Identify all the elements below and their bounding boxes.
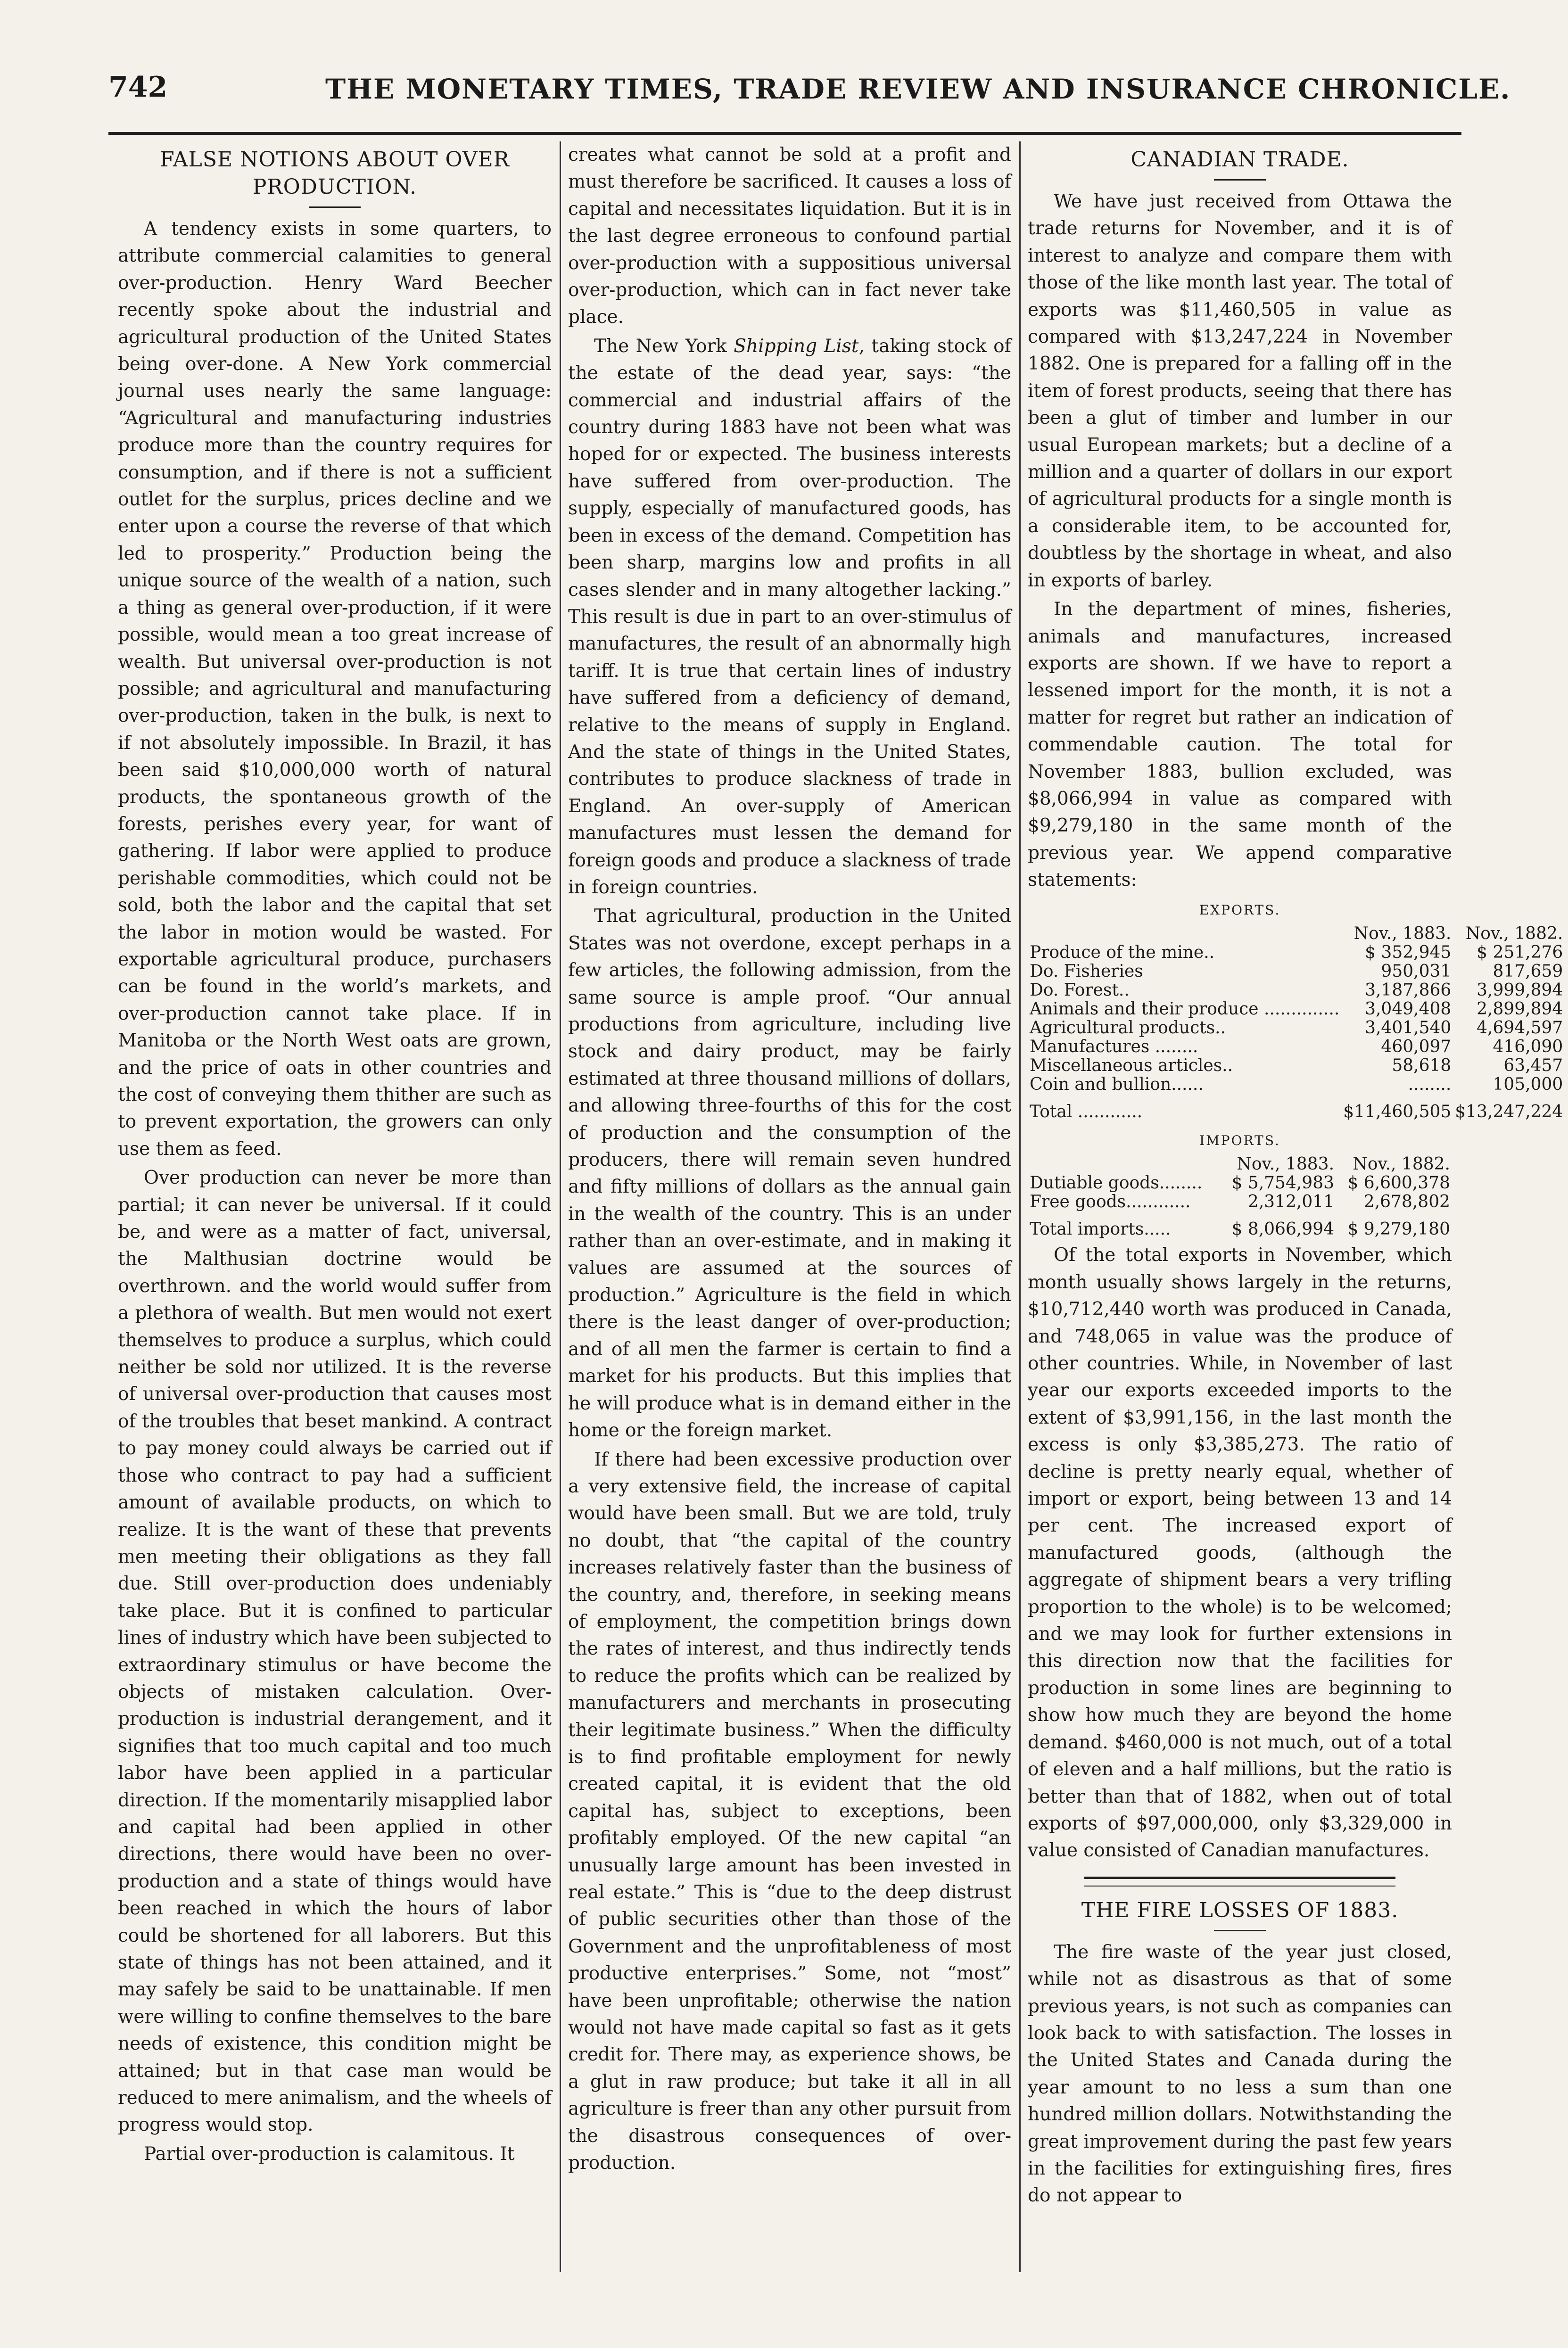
imports-table: [1028, 1155, 1452, 1242]
text-run: , taking stock of the estate of the dead year, says: “the commercial and industrial affairs of the country during 1883 have not been what was hoped for or expected. The business interests have suffered from over-production. The supply, especially of manufactured goods, has been in excess of the demand. Competition has been sharp, margins low and profits in all cases slender and in many altogether lacking.” This result is due in part to an over-stimulus of manufactures, the result of an abnormally high tariff. It is true that certain lines of industry have suffered from a deficiency of demand, relative to the means of supply in England. And the state of things in the United States, contributes to produce slackness of trade in England. An over-supply of American manufactures must lessen the demand for foreign goods and produce a slackness of trade in foreign countries.: [568, 335, 1011, 898]
title-rule: [309, 206, 361, 208]
column-1: [118, 141, 552, 2169]
exports-label: EXPORTS.: [1199, 902, 1281, 918]
table-row: [1028, 943, 1565, 962]
table-header-row: [1028, 1155, 1452, 1174]
paragraph: If there had been excessive production over a very extensive field, the increase of capital would have been small. But we are told, truly no doubt, that “the capital of the country increases relatively faster than the business of the country, and, therefore, in seeking means of employment, the competition brings down the rates of interest, and thus indirectly tends to reduce the profits which can be realized by manufacturers and merchants in prosecuting their legitimate business.” When the difficulty is to find profitable employment for newly created capital, it is evident that the old capital has, subject to exceptions, been profitably employed. Of the new capital “an unusually large amount has been invested in real estate.” This is “due to the deep distrust of public securities other than those of the Government and the unprofitableness of most productive enterprises.” Some, not “most” have been unprofitable; otherwise the nation would not have made capital so fast as it gets credit for. There may, as experience shows, be a glut in raw produce; but take it all in all agriculture is freer than any other pursuit from the disastrous consequences of over-production.: [568, 1449, 1011, 2174]
article-title-fire-losses: THE FIRE LOSSES OF 1883.: [1081, 1898, 1399, 1922]
paragraph: The fire waste of the year just closed, while not as disastrous as that of some previous years, is not such as companies can look back to with satisfaction. The losses in the United States and Canada during the year amount to no less a sum than one hundred million dollars. Notwithstanding the great improvement during the past few years in the facilities for extinguishing fires, fires do not appear to: [1028, 1941, 1452, 2207]
table-row: [1028, 1038, 1565, 1056]
paragraph: We have just received from Ottawa the trade returns for November, and it is of interest to analyze and compare them with those of the like month last year. The total of exports was $11,460,505 in value as compared with $13,247,224 in November 1882. One is prepared for a falling off in the item of forest products, seeing that there has been a glut of timber and lumber in our usual European markets; but a decline of a million and a quarter of dollars in our export of agricultural products for a single month is a considerable item, to be accounted for, doubtless by the shortage in wheat, and also in exports of barley.: [1028, 191, 1452, 591]
table-row: [1028, 1019, 1565, 1038]
exports-total-row: [1028, 1094, 1565, 1124]
cell-value: $ 5,754,983: [1231, 1173, 1335, 1193]
cell-label: Produce of the mine..: [1030, 942, 1215, 962]
table-row: [1028, 1000, 1565, 1019]
paragraph: Partial over-production is calamitous. It: [144, 2143, 515, 2165]
cell-label: Agricultural products..: [1030, 1018, 1226, 1038]
cell-label: Do. Forest..: [1030, 980, 1130, 1000]
table-row: [1028, 981, 1565, 1000]
paragraph: Of the total exports in November, which month usually shows largely in the returns, $10,712,440 worth was produced in Canada, and 748,065 in value was the produce of other countries. While, in November of last year our exports exceeded imports to the extent of $3,991,156, in the last month the excess is only $3,385,273. The ratio of decline is pretty nearly equal, whether of import or export, being between 13 and 14 per cent. The increased export of manufactured goods, (although the aggregate of shipment bears a very trifling proportion to the whole) is to be welcomed; and we may look for further extensions in this direction now that the facilities for production in some lines are beginning to show how much they are beyond the home demand. $460,000 is not much, out of a total of eleven and a half millions, but the ratio is better than that of 1882, when out of total exports of $97,000,000, only $3,329,000 in value consisted of Canadian manufactures.: [1028, 1244, 1452, 1862]
masthead-title: THE MONETARY TIMES, TRADE REVIEW AND INSURANCE CHRONICLE.: [325, 73, 1511, 105]
cell-value: $ 352,945: [1365, 942, 1452, 962]
cell-label: Manufactures ........: [1030, 1037, 1198, 1056]
column-divider-2: [1019, 141, 1021, 2272]
cell-label: Animals and their produce ..............: [1030, 999, 1340, 1019]
cell-value: 3,401,540: [1365, 1018, 1452, 1038]
cell-value: 460,097: [1381, 1037, 1452, 1056]
paragraph: creates what cannot be sold at a profit and must therefore be sacrificed. It causes a loss of capital and necessitates liquidation. But it is in the last degree erroneous to confound partial over-production with a suppositious universal over-production, which can in fact never take place.: [568, 144, 1011, 328]
text-run: The New York: [594, 335, 734, 357]
paragraph: Over production can never be more than partial; it can never be universal. If it could be, and were as a matter of fact, universal, the Malthusian doctrine would be overthrown. and the world would suffer from a plethora of wealth. But men would not exert themselves to produce a surplus, which could neither be sold nor utilized. It is the reverse of universal over-production that causes most of the troubles that beset mankind. A contract to pay money could always be carried out if those who contract to pay had a sufficient amount of available products, on which to realize. It is the want of these that prevents men meeting their obligations as they fall due. Still over-production does undeniably take place. But it is confined to particular lines of industry which have been subjected to extraordinary stimulus or have become the objects of mistaken calculation. Over-production is industrial derangement, and it signifies that too much capital and too much labor have been applied in a particular direction. If the momentarily misapplied labor and capital had been applied in other directions, there would have been no over-production and a state of things would have been reached in which the hours of labor could be shortened for all laborers. But this state of things has not been attained, and it may safely be said to be unattainable. If men were willing to confine themselves to the bare needs of existence, this condition might be attained; but in that case man would be reduced to mere animalism, and the wheels of progress would stop.: [118, 1167, 552, 2136]
cell-label: Do. Fisheries: [1030, 961, 1143, 981]
article-title-false-notions: FALSE NOTIONS ABOUT OVER PRODUCTION.: [160, 148, 510, 199]
publication-name: Shipping List: [734, 335, 859, 357]
table-row: [1028, 1075, 1565, 1094]
cell-label: Total ............: [1030, 1102, 1143, 1121]
cell-value: $ 6,600,378: [1347, 1173, 1450, 1193]
table-row: [1028, 1174, 1452, 1193]
cell-value: 2,312,011: [1247, 1192, 1335, 1212]
cell-label: Free goods............: [1030, 1192, 1191, 1212]
paragraph: A tendency exists in some quarters, to attribute commercial calamities to general over-production. Henry Ward Beecher recently spoke about the industrial and agricultural production of the United States being over-done. A New York commercial journal uses nearly the same language: “Agricultural and manufacturing industries produce more than the country requires for consumption, and if there is not a sufficient outlet for the surplus, prices decline and we enter upon a course the reverse of that which led to prosperity.” Production being the unique source of the wealth of a nation, such a thing as general over-production, if it were possible, would mean a too great increase of wealth. But universal over-production is not possible; and agricultural and manufacturing over-production, taken in the bulk, is next to if not absolutely impossible. In Brazil, it has been said $10,000,000 worth of natural products, the spontaneous growth of the forests, perishes every year, for want of gathering. If labor were applied to produce perishable commodities, which could not be sold, both the labor and the capital that set the labor in motion would be wasted. For exportable agricultural produce, purchasers can be found in the world’s markets, and over-production cannot take place. If in Manitoba or the North West oats are grown, and the price of oats in other countries and the cost of conveying them thither are such as to prevent exportation, the growers can only use them as feed.: [118, 218, 552, 1160]
column-header: Nov., 1882.: [1465, 923, 1563, 943]
cell-value: $ 251,276: [1477, 942, 1563, 962]
cell-value: 2,899,894: [1477, 999, 1563, 1019]
paragraph-shipping-list: [568, 333, 1011, 901]
cell-value: 3,049,408: [1365, 999, 1452, 1019]
cell-value: 105,000: [1493, 1074, 1563, 1094]
column-header: Nov., 1883.: [1237, 1154, 1335, 1174]
article-title-canadian-trade: CANADIAN TRADE.: [1131, 148, 1349, 172]
imports-total-row: [1028, 1211, 1452, 1242]
cell-label: Dutiable goods........: [1030, 1173, 1203, 1193]
table-row: [1028, 962, 1565, 981]
exports-table: [1028, 924, 1565, 1124]
table-row: [1028, 1193, 1452, 1211]
cell-value: 3,999,894: [1477, 980, 1563, 1000]
cell-value: 817,659: [1493, 961, 1563, 981]
cell-value: ........: [1408, 1074, 1452, 1094]
section-divider: [1084, 1877, 1395, 1887]
cell-value: $ 8,066,994: [1231, 1219, 1335, 1239]
cell-value: 58,618: [1392, 1055, 1452, 1075]
title-rule: [1214, 179, 1266, 181]
column-divider-1: [560, 141, 561, 2272]
column-3: [1028, 141, 1563, 2211]
cell-label: Miscellaneous articles..: [1030, 1055, 1233, 1075]
header-rule: [108, 132, 1461, 135]
cell-value: 2,678,802: [1363, 1192, 1450, 1212]
cell-label: Coin and bullion......: [1030, 1074, 1204, 1094]
title-rule: [1214, 1930, 1266, 1931]
column-header: Nov., 1882.: [1353, 1154, 1450, 1174]
cell-value: 63,457: [1503, 1055, 1563, 1075]
table-row: [1028, 1056, 1565, 1075]
table-header-row: [1028, 924, 1565, 943]
cell-value: 3,187,866: [1365, 980, 1452, 1000]
cell-value: 950,031: [1381, 961, 1452, 981]
paragraph: That agricultural, production in the United States was not overdone, except perhaps in a few articles, the following admission, from the same source is ample proof. “Our annual productions from agriculture, including live stock and dairy product, may be fairly estimated at three thousand millions of dollars, and allowing three-fourths of this for the cost of production and the consumption of the producers, there will remain seven hundred and fifty millions of dollars as the annual gain in the wealth of the country. This is an under rather than an over-estimate, and in making it values are assumed at the sources of production.” Agriculture is the field in which there is the least danger of over-production; and of all men the farmer is certain to find a market for his products. But this implies that he will produce what is in demand either in the home or the foreign market.: [568, 906, 1011, 1442]
page-header: [108, 71, 1511, 127]
page-number: 742: [108, 71, 168, 104]
cell-value: 4,694,597: [1477, 1018, 1563, 1038]
imports-label: IMPORTS.: [1199, 1132, 1280, 1148]
cell-label: Total imports.....: [1030, 1219, 1171, 1239]
paragraph: In the department of mines, fisheries, animals and manufactures, increased exports are shown. If we have to report a lessened import for the month, it is not a matter for regret but rather an indication of commendable caution. The total for November 1883, bullion excluded, was $8,066,994 in value as compared with $9,279,180 in the same month of the previous year. We append comparative statements:: [1028, 599, 1452, 891]
column-2: [568, 141, 1011, 2178]
cell-value: $11,460,505: [1343, 1102, 1452, 1121]
cell-value: 416,090: [1493, 1037, 1563, 1056]
cell-value: $ 9,279,180: [1347, 1219, 1450, 1239]
column-header: Nov., 1883.: [1353, 923, 1452, 943]
cell-value: $13,247,224: [1455, 1102, 1563, 1121]
